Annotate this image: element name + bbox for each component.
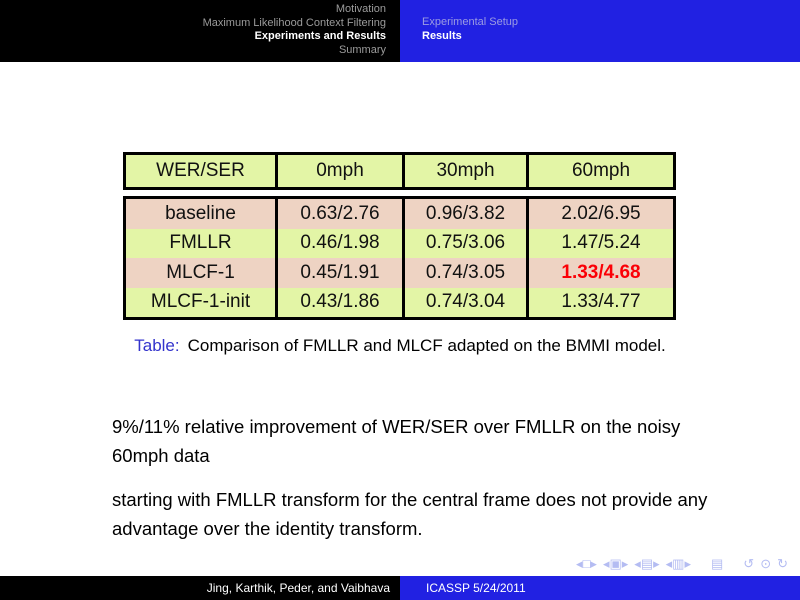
cell-value: 1.47/5.24 [529, 229, 673, 259]
header-section-mlcf[interactable]: Maximum Likelihood Context Filtering [202, 16, 386, 29]
row-label: baseline [126, 199, 278, 229]
caption-prefix: Table: [134, 336, 180, 355]
forward-icon[interactable]: ↻ [777, 556, 788, 571]
caption-text: Comparison of FMLLR and MLCF adapted on the BMMI model. [187, 336, 666, 355]
header-subsections [400, 0, 800, 62]
header-bar [0, 0, 800, 62]
table-row-mlcf-1 [126, 258, 673, 288]
row-label: MLCF-1-init [126, 288, 278, 318]
header-section-motivation[interactable]: Motivation [335, 3, 386, 15]
table-header-0mph: 0mph [278, 155, 405, 187]
section-nav-icon[interactable]: ◂▥▸ [665, 556, 691, 571]
presentation-end-icon[interactable]: ▤ [710, 556, 724, 571]
row-label: FMLLR [126, 229, 278, 259]
table-row-fmllr [126, 229, 673, 259]
table-row-mlcf-1-init [126, 288, 673, 318]
table-header-30mph: 30mph [405, 155, 529, 187]
footer-authors: Jing, Karthik, Peder, and Vaibhava [0, 576, 400, 600]
cell-value: 0.63/2.76 [278, 199, 405, 229]
results-table [123, 152, 676, 320]
header-subsection-results-current[interactable]: Results [422, 29, 462, 42]
frame-nav-icon[interactable]: ◂▣▸ [602, 556, 629, 571]
table-body [123, 196, 676, 320]
cell-value: 0.96/3.82 [405, 199, 529, 229]
header-section-summary[interactable]: Summary [338, 43, 386, 56]
table-caption [0, 336, 800, 356]
paragraph-improvement: 9%/11% relative improvement of WER/SER over FMLLR on the noisy 60mph data [112, 416, 681, 466]
cell-value-highlighted: 1.33/4.68 [529, 258, 673, 288]
cell-value: 0.74/3.04 [405, 288, 529, 318]
cell-value: 0.45/1.91 [278, 258, 405, 288]
subsection-nav-icon[interactable]: ◂▤▸ [634, 556, 660, 571]
cell-value: 0.43/1.86 [278, 288, 405, 318]
table-header-row [123, 152, 676, 190]
header-sections [0, 0, 400, 62]
row-label: MLCF-1 [126, 258, 278, 288]
cell-value: 2.02/6.95 [529, 199, 673, 229]
cell-value: 0.75/3.06 [405, 229, 529, 259]
header-subsection-experimental-setup[interactable]: Experimental Setup [422, 16, 518, 28]
cell-value: 1.33/4.77 [529, 288, 673, 318]
cell-value: 0.74/3.05 [405, 258, 529, 288]
beamer-navigation-bar [570, 555, 788, 573]
table-header-60mph: 60mph [529, 155, 673, 187]
slide-nav-icon[interactable]: ◂□▸ [576, 556, 597, 571]
slide-body-text [112, 412, 716, 558]
table-header-wer-ser: WER/SER [126, 155, 278, 187]
footer-bar [0, 576, 800, 600]
find-icon[interactable]: ⊙ [760, 556, 772, 571]
table-row-baseline [126, 199, 673, 229]
paragraph-fmllr-init: starting with FMLLR transform for the central frame does not provide any advantage over the identity transform. [112, 489, 708, 539]
cell-value: 0.46/1.98 [278, 229, 405, 259]
header-section-experiments-current[interactable]: Experiments and Results [254, 30, 386, 42]
back-icon[interactable]: ↺ [743, 556, 755, 571]
footer-conference: ICASSP 5/24/2011 [400, 576, 800, 600]
